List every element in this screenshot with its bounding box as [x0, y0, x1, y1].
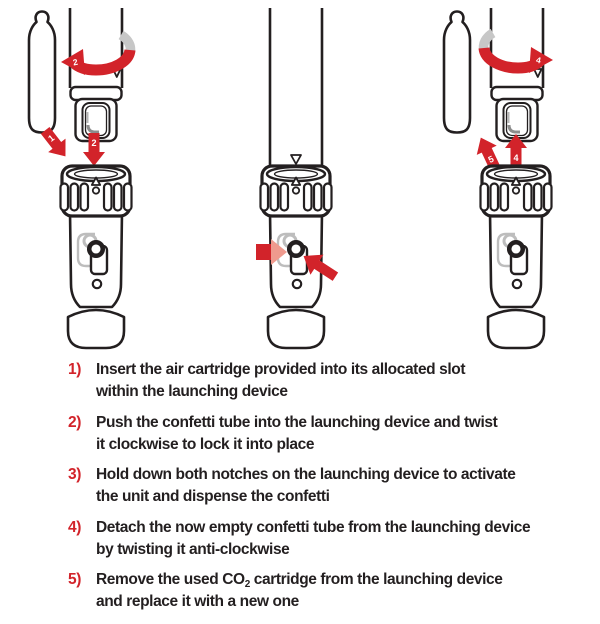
- arrow-number: 2: [91, 138, 97, 148]
- figure-step-1-2: [29, 8, 132, 348]
- twist-arrow-number: 2: [72, 56, 79, 68]
- co2-cartridge: [29, 12, 55, 133]
- instruction-step-3: [68, 466, 568, 505]
- co2-cartridge: [444, 12, 470, 133]
- launcher-base: [481, 166, 552, 348]
- twist-clockwise-arrow: [61, 35, 131, 75]
- instruction-step-4: [68, 519, 568, 558]
- step-number: 3): [68, 466, 81, 483]
- instruction-step-5: [68, 571, 568, 610]
- step-text: Insert the air cartridge provided into its allocated slot within the launching device: [96, 361, 466, 400]
- instructions-list: [68, 361, 568, 624]
- arrow-number: 4: [513, 153, 519, 163]
- confetti-tube-end: [491, 8, 543, 141]
- step-text: Remove the used $CO_2$ cartridge from the launching device and replace it with a new one: [96, 571, 503, 610]
- confetti-tube: [270, 8, 322, 168]
- instruction-step-2: [68, 414, 568, 453]
- figure-step-3: [256, 8, 342, 348]
- step-text: Hold down both notches on the launching device to activate the unit and dispense the confetti: [96, 466, 516, 505]
- step-number: 1): [68, 361, 81, 378]
- step-number: 4): [68, 518, 81, 536]
- figure-step-4-5: [444, 8, 553, 348]
- twist-arrow-number: 4: [535, 54, 542, 66]
- arrow-number: 5: [486, 153, 496, 165]
- step-text: Push the confetti tube into the launching device and twist it clockwise to lock it into place: [96, 413, 498, 453]
- launcher-base: [61, 166, 132, 348]
- arrow-number: 1: [46, 132, 57, 144]
- step-number: 2): [68, 413, 81, 431]
- step-number: 5): [68, 571, 81, 588]
- step-text: Detach the now empty confetti tube from the launching device by twisting it anti-clockwise: [96, 518, 531, 558]
- instruction-step-1: [68, 361, 568, 400]
